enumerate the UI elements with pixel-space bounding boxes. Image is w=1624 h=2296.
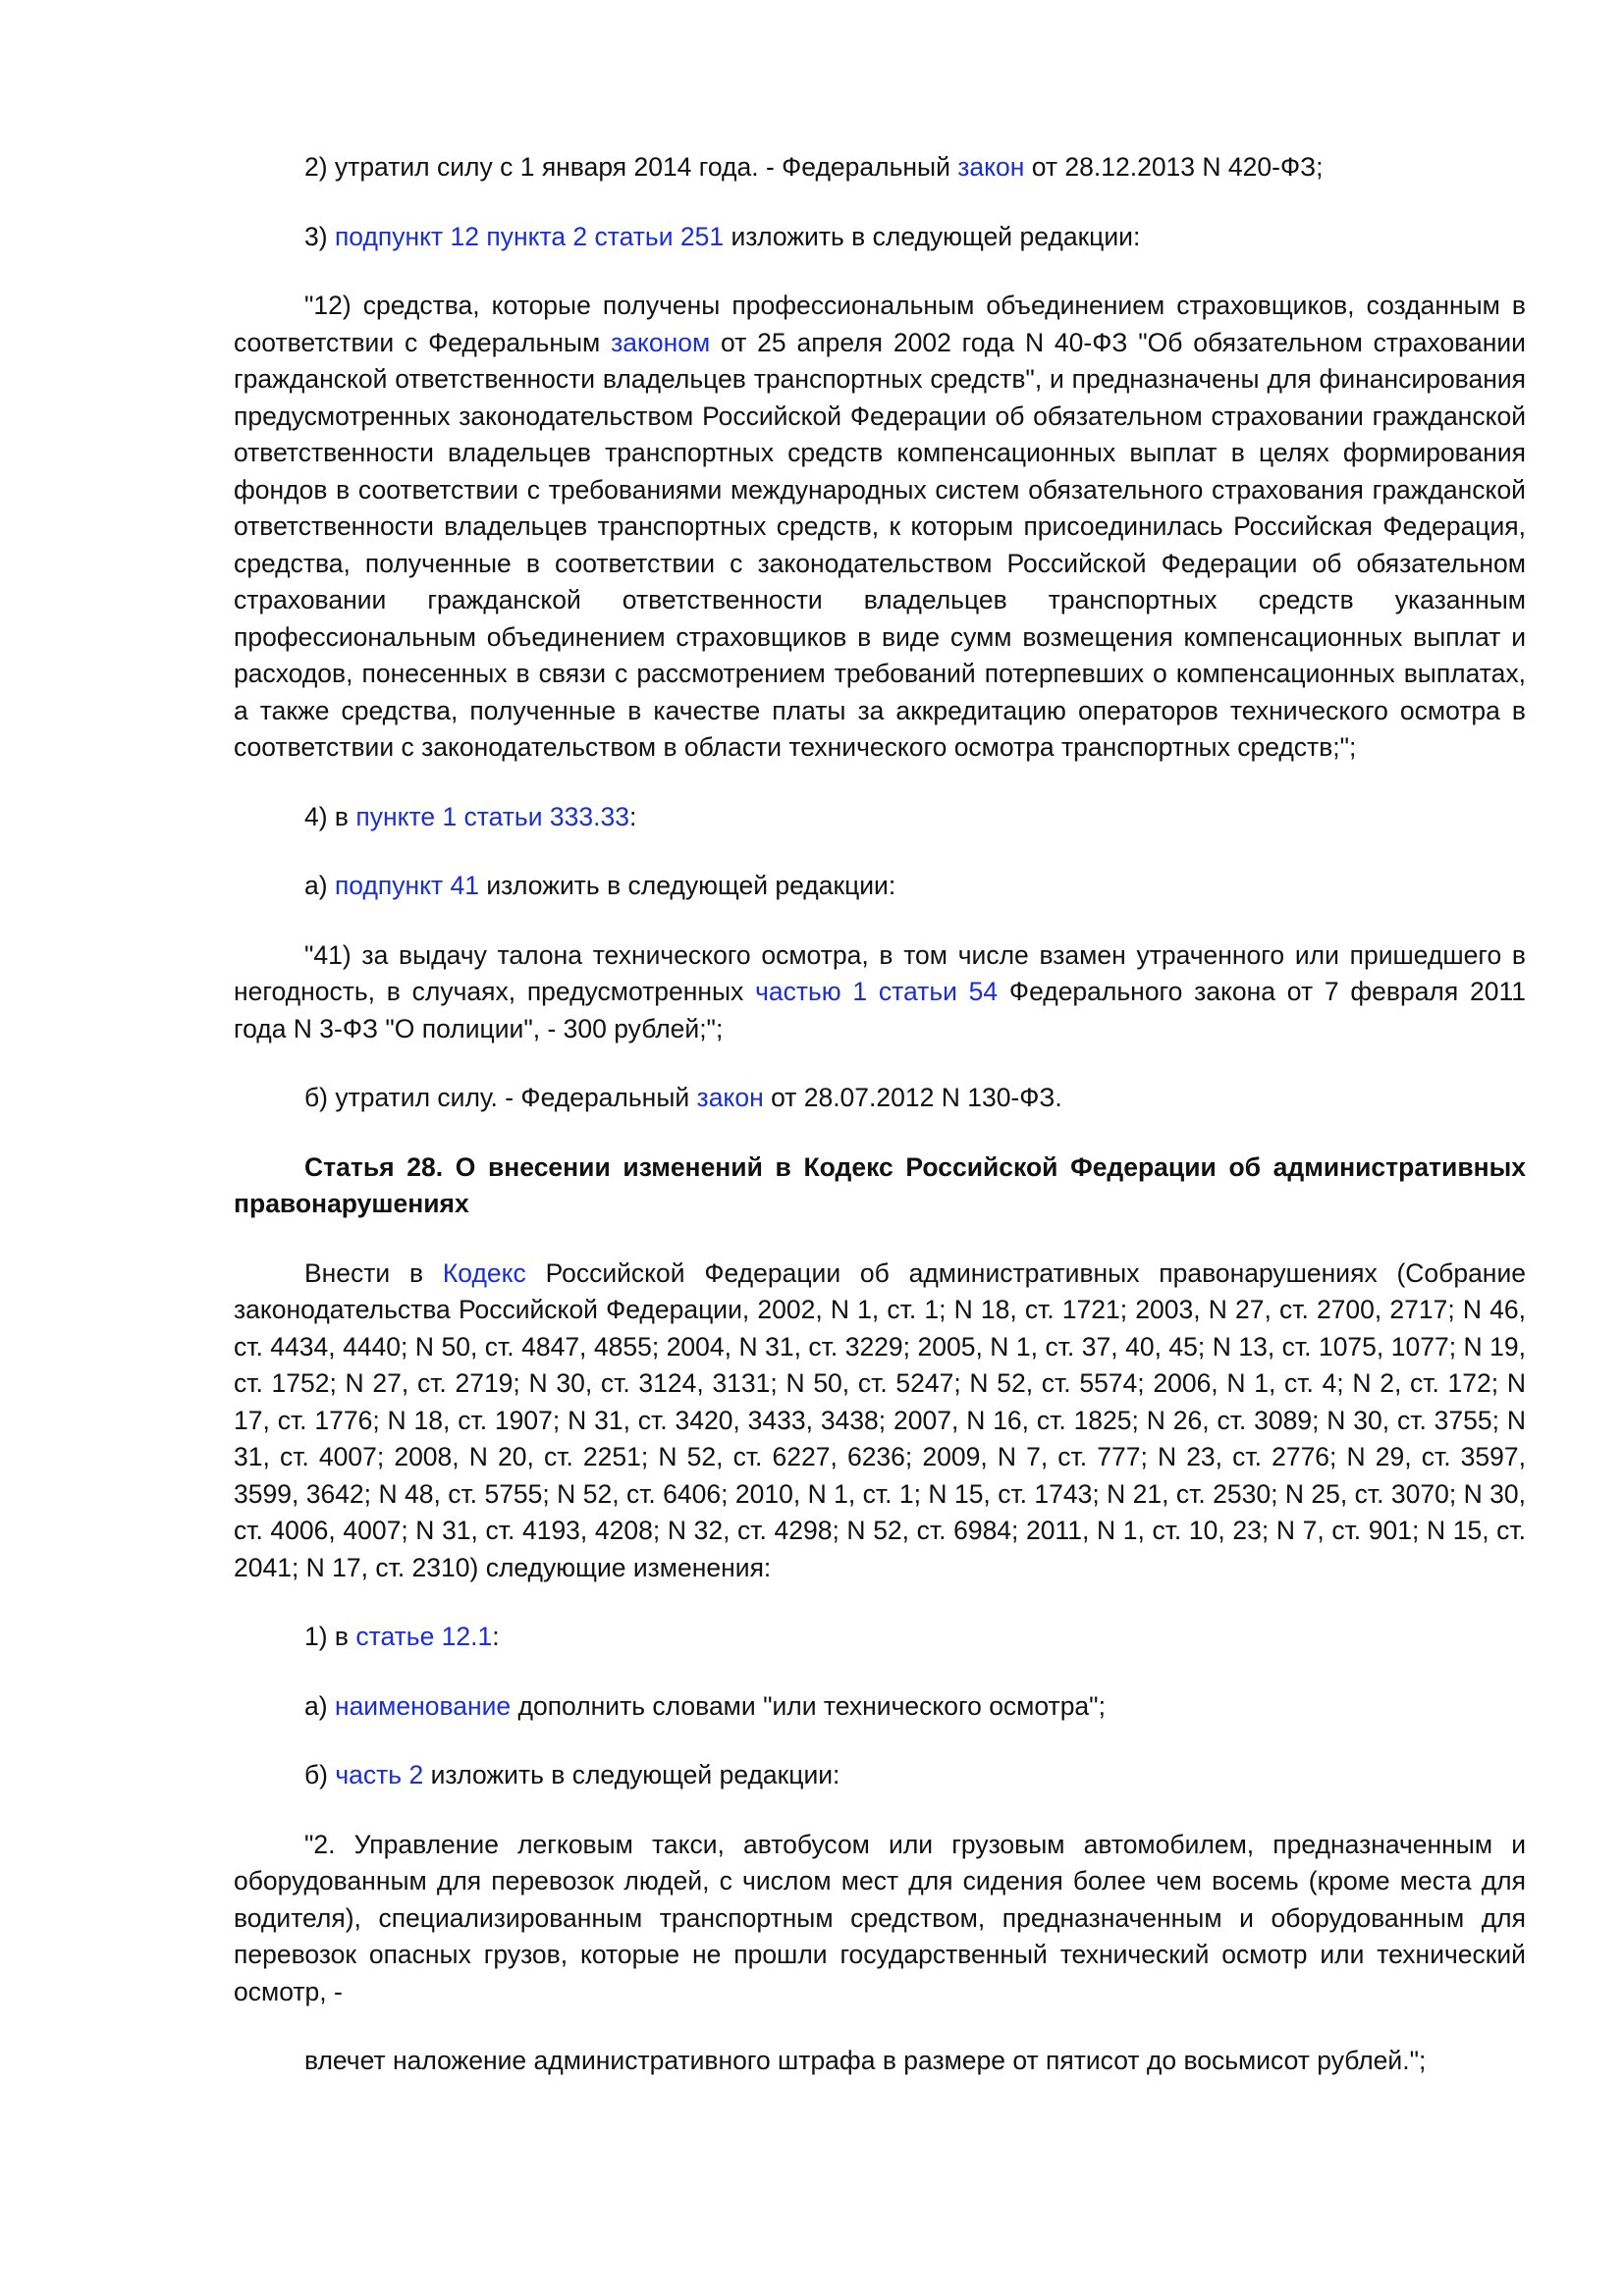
paragraph-text: : bbox=[492, 1622, 500, 1651]
legal-reference-link[interactable]: законом bbox=[611, 327, 711, 357]
paragraph bbox=[234, 288, 1526, 767]
paragraph bbox=[234, 1688, 1526, 1726]
paragraph-text: : bbox=[628, 801, 637, 831]
paragraph-text: 2) утратил силу с 1 января 2014 года. - Федеральный bbox=[304, 152, 958, 182]
legal-reference-link[interactable]: Кодекс bbox=[442, 1257, 526, 1288]
legal-reference-link[interactable]: пункте 1 статьи 333.33 bbox=[355, 801, 629, 831]
paragraph bbox=[234, 1827, 1526, 2011]
paragraph-text: "2. Управление легковым такси, автобусом или грузовым автомобилем, предназначенным и оборудованным для перевозок людей, с числом мест для сидения более чем восемь (кроме места для водителя), специализированным транспортным средством, предназначенным и оборудованным для перевозок опасных грузов, которые не прошли государственный технический осмотр или технический осмотр, - bbox=[234, 1829, 1526, 2006]
paragraph-text: от 28.07.2012 N 130-ФЗ. bbox=[763, 1083, 1062, 1112]
legal-reference-link[interactable]: наименование bbox=[334, 1690, 512, 1721]
paragraph bbox=[234, 219, 1526, 256]
legal-reference-link[interactable]: закон bbox=[696, 1083, 764, 1112]
paragraph-text: б) bbox=[304, 1760, 336, 1789]
paragraph-text: от 28.12.2013 N 420-ФЗ; bbox=[1024, 152, 1324, 182]
document-body bbox=[234, 149, 1526, 2080]
paragraph bbox=[234, 1255, 1526, 1587]
paragraph-text: изложить в следующей редакции: bbox=[724, 221, 1141, 251]
paragraph bbox=[234, 1080, 1526, 1117]
paragraph bbox=[234, 937, 1526, 1048]
paragraph-text: 3) bbox=[304, 221, 335, 251]
paragraph-text: влечет наложение административного штрафа в размере от пятисот до восьмисот рублей."; bbox=[304, 2046, 1427, 2075]
article-heading bbox=[234, 1149, 1526, 1223]
paragraph-text: "41) за выдачу талона технического осмотра, в том числе взамен утраченного или пришедшего в негодность, в случаях, предусмотренных bbox=[234, 939, 1526, 1006]
paragraph-text: а) bbox=[304, 1690, 335, 1721]
paragraph bbox=[234, 149, 1526, 187]
paragraph-text: "12) средства, которые получены профессиональным объединением страховщиков, созданным в соответствии с Федеральным bbox=[234, 291, 1526, 357]
legal-reference-link[interactable]: статье 12.1 bbox=[355, 1622, 493, 1651]
paragraph bbox=[234, 1757, 1526, 1794]
paragraph bbox=[234, 868, 1526, 905]
paragraph-text: от 25 апреля 2002 года N 40-ФЗ "Об обязательном страховании гражданской ответственности владельцев транспортных средств", и предназначены для финансирования предусмотренных законодательством Российской Федерации об обязательном страховании гражданской ответственности владельцев транспортных средств компенсационных выплат в целях формирования фондов в соответствии с требованиями международных систем обязательного страхования гражданской ответственности владельцев транспортных средств, к которым присоединилась Российская Федерация, средства, полученные в соответствии с законодательством Российской Федерации об обязательном страховании гражданской ответственности владельцев транспортных средств указанным профессиональным объединением страховщиков в виде сумм возмещения компенсационных выплат и расходов, понесенных в связи с рассмотрением требований потерпевших о компенсационных выплатах, а также средства, полученные в качестве платы за аккредитацию операторов технического осмотра в соответствии с законодательством в области технического осмотра транспортных средств;"; bbox=[234, 327, 1526, 762]
paragraph-text: Внести в bbox=[304, 1257, 443, 1288]
paragraph-text: Федерального закона от 7 февраля 2011 года N 3-ФЗ "О полиции", - 300 рублей;"; bbox=[234, 977, 1526, 1043]
paragraph-text: Российской Федерации об административных правонарушениях (Собрание законодательства Российской Федерации, 2002, N 1, ст. 1; N 18, ст. 1721; 2003, N 27, ст. 2700, 2717; N 46, ст. 4434, 4440; N 50, ст. 4847, 4855; 2004, N 31, ст. 3229; 2005, N 1, ст. 37, 40, 45; N 13, ст. 1075, 1077; N 19, ст. 1752; N 27, ст. 2719; N 30, ст. 3124, 3131; N 50, ст. 5247; N 52, ст. 5574; 2006, N 1, ст. 4; N 2, ст. 172; N 17, ст. 1776; N 18, ст. 1907; N 31, ст. 3420, 3433, 3438; 2007, N 16, ст. 1825; N 26, ст. 3089; N 30, ст. 3755; N 31, ст. 4007; 2008, N 20, ст. 2251; N 52, ст. 6227, 6236; 2009, N 7, ст. 777; N 23, ст. 2776; N 29, ст. 3597, 3599, 3642; N 48, ст. 5755; N 52, ст. 6406; 2010, N 1, ст. 1; N 15, ст. 1743; N 21, ст. 2530; N 25, ст. 3070; N 30, ст. 4006, 4007; N 31, ст. 4193, 4208; N 32, ст. 4298; N 52, ст. 6984; 2011, N 1, ст. 10, 23; N 7, ст. 901; N 15, ст. 2041; N 17, ст. 2310) следующие изменения: bbox=[234, 1257, 1526, 1582]
legal-reference-link[interactable]: подпункт 12 пункта 2 статьи 251 bbox=[334, 221, 725, 251]
paragraph-text: а) bbox=[304, 871, 335, 900]
paragraph-text: изложить в следующей редакции: bbox=[423, 1760, 840, 1789]
paragraph-text: 4) в bbox=[304, 801, 356, 831]
paragraph-text: дополнить словами "или технического осмотра"; bbox=[511, 1690, 1106, 1721]
paragraph bbox=[234, 1619, 1526, 1656]
paragraph-text: Статья 28. О внесении изменений в Кодекс Российской Федерации об административных правонарушениях bbox=[234, 1151, 1526, 1218]
legal-reference-link[interactable]: закон bbox=[957, 152, 1025, 182]
paragraph-text: 1) в bbox=[304, 1622, 356, 1651]
paragraph-text: б) утратил силу. - Федеральный bbox=[304, 1083, 697, 1112]
legal-reference-link[interactable]: частью 1 статьи 54 bbox=[755, 977, 999, 1006]
paragraph bbox=[234, 2043, 1526, 2080]
legal-reference-link[interactable]: часть 2 bbox=[335, 1760, 424, 1789]
paragraph-text: изложить в следующей редакции: bbox=[479, 871, 896, 900]
paragraph bbox=[234, 799, 1526, 836]
legal-reference-link[interactable]: подпункт 41 bbox=[334, 871, 480, 900]
